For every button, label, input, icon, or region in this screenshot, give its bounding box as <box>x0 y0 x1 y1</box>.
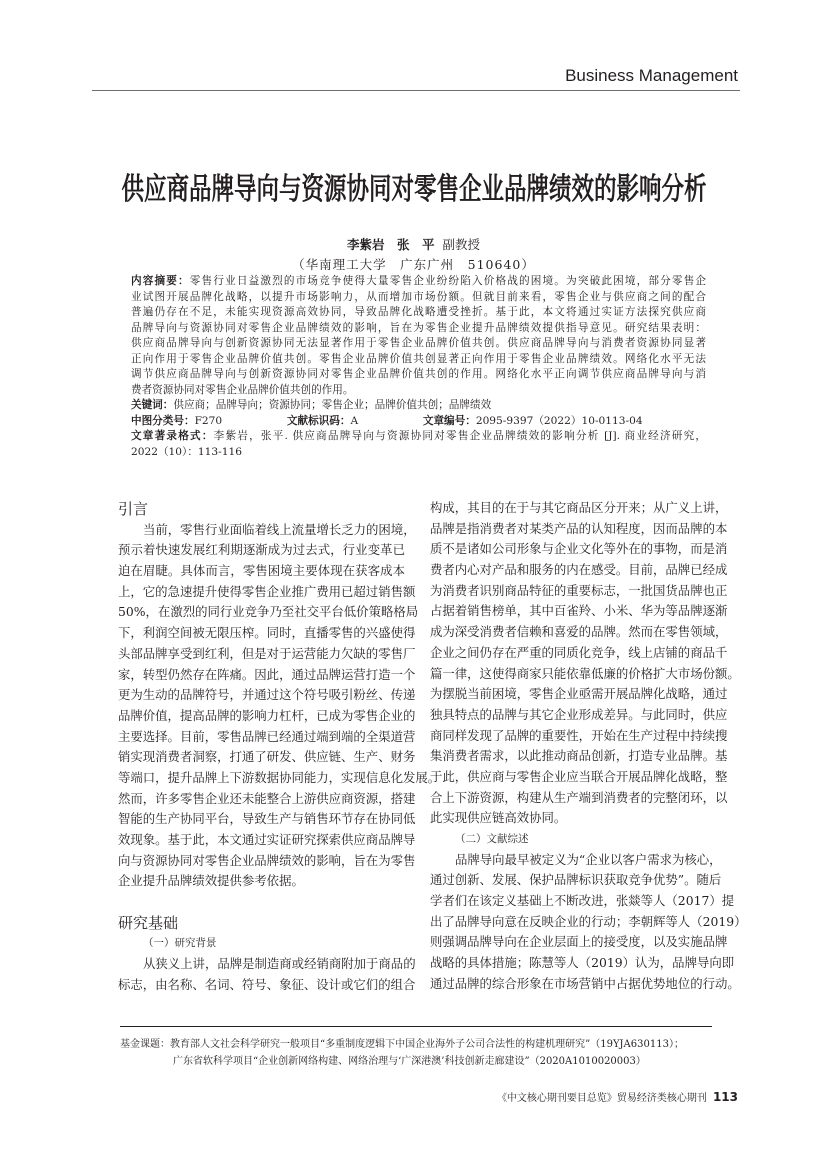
paragraph-line: 于此，供应商与零售企业应当联合开展品牌化战略，整 <box>430 768 728 784</box>
paragraph-line: 构成，其目的在于与其它商品区分开来；从广义上讲， <box>430 500 728 515</box>
abstract-label: 内容摘要： <box>131 275 190 287</box>
section-gap <box>118 892 405 913</box>
abstract-line <box>131 274 706 290</box>
subsection-heading: （一）研究背景 <box>143 937 217 950</box>
section-heading: 引言 <box>118 500 149 518</box>
paragraph-line: 企业之间仍存在严重的同质化竞争，线上店铺的商品千 <box>430 644 728 660</box>
paragraph-line: 则强调品牌导向在企业层面上的接受度，以及实施品牌 <box>430 934 728 950</box>
citation-text: 李紫岩，张平. 供应商品牌导向与资源协同对零售企业品牌绩效的影响分析 [J]. 商业经济研究， <box>213 430 706 442</box>
doc-code-value: A <box>350 414 359 427</box>
abstract-line <box>131 383 706 399</box>
paragraph-line: 品牌导向最早被定义为“企业以客户需求为核心， <box>455 851 722 867</box>
funding-line-2: 广东省软科学项目“企业创新网络构建、网络治理与‘广深港澳’科技创新走廊建设”（2020A1010020003） <box>173 1056 646 1067</box>
abstract-text: 零售行业日益激烈的市场竞争使得大量零售企业纷纷陷入价格战的困境。为突破此困境，部分零售企 <box>189 275 707 287</box>
paragraph-line: 预示着快速发展红利期逐渐成为过去式，行业变革已 <box>118 542 405 558</box>
paragraph-line: 品牌是指消费者对某类产品的认知程度，因而品牌的本 <box>430 520 728 536</box>
abstract-line <box>131 336 706 352</box>
paragraph-line: 通过创新、发展、保护品牌标识获取竞争优势”。随后 <box>430 872 722 888</box>
citation-line-2: 2022（10）：113-116 <box>131 445 242 458</box>
paragraph-line: 为消费者识别商品特征的重要标志，一批国货品牌也正 <box>430 582 728 598</box>
paragraph-line: 当前，零售行业面临着线上流量增长乏力的困境， <box>143 521 416 537</box>
keywords-text: 供应商；品牌导向；资源协同；零售企业；品牌价值共创；品牌绩效 <box>173 399 492 411</box>
abstract-text: 普遍仍存在不足，未能实现资源高效协同，导致品牌化战略遭受挫折。基于此，本文将通过实证方法探究供应商 <box>131 306 706 318</box>
clc-label: 中图分类号： <box>131 414 195 427</box>
abstract-line <box>131 290 706 306</box>
paragraph-line: 通过品牌的综合形象在市场营销中占据优势地位的行动。 <box>430 975 740 991</box>
paragraph-line: 从狭义上讲，品牌是制造商或经销商附加于商品的 <box>143 956 416 972</box>
paragraph-line: 战略的具体措施；陈慧等人（2019）认为，品牌导向即 <box>430 955 735 971</box>
funding-line-1: 基金课题：教育部人文社会科学研究一般项目“多重制度逻辑下中国企业海外子公司合法性的构建机理研究”（19YJA630113）； <box>120 1039 684 1050</box>
paragraph-line: 家，转型仍然存在阵痛。因此，通过品牌运营打造一个 <box>118 666 416 682</box>
doc-code-label: 文献标识码： <box>286 414 351 427</box>
article-no-value: 2095-9397（2022）10-0113-04 <box>475 414 643 427</box>
paragraph-line: 商同样发现了品牌的重要性，开始在生产过程中持续搜 <box>430 727 728 743</box>
abstract-text: 调节供应商品牌导向与创新资源协同对零售企业品牌价值共创的作用。网络化水平正向调节供应商品牌导向与消 <box>131 368 706 380</box>
abstract-text: 供应商品牌导向与创新资源协同无法显著作用于零售企业品牌价值共创。供应商品牌导向与消费者资源协同显著 <box>131 337 706 349</box>
citation-label: 文章著录格式： <box>131 430 214 442</box>
paragraph-line: 智能的生产协同平台，导致生产与销售环节存在协同低 <box>118 811 416 827</box>
paragraph-line: 头部品牌享受到红利，但是对于运营能力欠缺的零售厂 <box>118 645 416 661</box>
abstract-block <box>131 274 706 460</box>
abstract-line <box>131 305 706 321</box>
page-footer <box>497 1089 738 1104</box>
paragraph-line: 然而，许多零售企业还未能整合上游供应商资源，搭建 <box>118 790 416 806</box>
author-title: 副教授 <box>442 237 480 252</box>
paragraph-line: 效现象。基于此，本文通过实证研究探索供应商品牌导 <box>118 832 416 847</box>
paragraph-line: 更为生动的品牌符号，并通过这个符号吸引粉丝、传递 <box>118 687 416 703</box>
page-number: 113 <box>712 1090 738 1104</box>
paper-title: 供应商品牌导向与资源协同对零售企业品牌绩效的影响分析 <box>121 172 706 207</box>
running-header-section: Business Management <box>565 66 738 85</box>
section-heading: 研究基础 <box>118 913 179 932</box>
paragraph-line: 向与资源协同对零售企业品牌绩效的影响，旨在为零售 <box>118 852 416 868</box>
classification-line <box>131 414 706 430</box>
paragraph-line: 出了品牌导向意在反映企业的行动；李朝辉等人（2019） <box>430 913 747 929</box>
body-right-column <box>430 498 747 995</box>
keywords <box>131 398 706 414</box>
paragraph-line: 此实现供应链高效协同。 <box>430 810 567 826</box>
subsection-heading: （二）文献综述 <box>455 833 529 845</box>
abstract-lines <box>131 274 706 398</box>
paragraph-line: 占据着销售榜单，其中百雀羚、小米、华为等品牌逐渐 <box>430 603 728 619</box>
paragraph-line: 销实现消费者洞察，打通了研发、供应链、生产、财务 <box>118 749 416 765</box>
paragraph-line: 独具特点的品牌与其它企业形成差异。与此同时，供应 <box>430 706 728 722</box>
journal-note: 《中文核心期刊要目总览》贸易经济类核心期刊 <box>496 1093 707 1104</box>
paragraph-line: 标志，由名称、名词、符号、象征、设计或它们的组合 <box>118 976 416 992</box>
paragraph-line: 下，利润空间被无限压榨。同时，直播零售的兴盛使得 <box>118 625 416 641</box>
paragraph-line: 费者内心对产品和服务的内在感受。目前，品牌已经成 <box>430 562 728 578</box>
authors <box>0 235 827 253</box>
paragraph-line: 集消费者需求，以此推动商品创新，打造专业品牌。基 <box>430 748 728 764</box>
abstract-text: 品牌导向与资源协同对零售企业品牌绩效的影响，旨在为零售企业提升品牌绩效提供指导意见。研究结果表明： <box>131 321 706 334</box>
paragraph-line: 等端口，提升品牌上下游数据协同能力，实现信息化发展。 <box>118 769 441 785</box>
keywords-label: 关键词： <box>131 399 174 411</box>
paragraph-line: 为摆脱当前困境，零售企业亟需开展品牌化战略，通过 <box>430 686 728 702</box>
paragraph-line: 主要选择。目前，零售品牌已经通过端到端的全渠道营 <box>118 728 416 744</box>
abstract-line <box>131 321 706 337</box>
paragraph-line: 品牌价值，提高品牌的影响力杠杆，已成为零售企业的 <box>118 707 416 723</box>
paragraph-line: 50%，在激烈的同行业竞争乃至社交平台低价策略格局 <box>118 604 419 620</box>
abstract-text: 业试图开展品牌化战略，以提升市场影响力，从而增加市场份额。但就目前来看，零售企业与供应商之间的配合 <box>131 290 706 303</box>
paragraph-line: 成为深受消费者信赖和喜爱的品牌。然而在零售领域， <box>430 624 728 640</box>
funding-note <box>120 1036 684 1070</box>
paragraph-line: 合上下游资源，构建从生产端到消费者的完整闭环，以 <box>430 789 728 805</box>
affiliation: （华南理工大学 广东广州 510640） <box>292 257 535 272</box>
citation-line <box>131 429 706 445</box>
paragraph-line: 质不是诸如公司形象与企业文化等外在的事物，而是消 <box>430 541 728 557</box>
body-left-column <box>118 499 441 996</box>
paragraph-line: 上，它的急速提升使得零售企业推广费用已超过销售额 <box>118 583 416 599</box>
abstract-text: 正向作用于零售企业品牌价值共创。零售企业品牌价值共创显著正向作用于零售企业品牌绩效。网络化水平无法 <box>131 352 706 365</box>
clc-value: F270 <box>194 414 223 427</box>
author-names: 李紫岩 张 平 <box>347 237 435 252</box>
article-no-label: 文章编号： <box>422 414 476 427</box>
paragraph-line: 企业提升品牌绩效提供参考依据。 <box>118 873 304 889</box>
abstract-line <box>131 352 706 368</box>
abstract-text: 费者资源协同对零售企业品牌价值共创的作用。 <box>131 383 354 396</box>
header-divider <box>92 90 740 91</box>
footnote-divider <box>120 1026 712 1027</box>
paragraph-line: 篇一律，这使得商家只能依靠低廉的价格扩大市场份额。 <box>430 665 740 681</box>
paper-title-wrap <box>0 164 827 208</box>
abstract-line <box>131 367 706 383</box>
paragraph-line: 迫在眉睫。具体而言，零售困境主要体现在获客成本 <box>118 563 405 579</box>
paragraph-line: 学者们在该定义基础上不断改进，张燚等人（2017）提 <box>430 893 735 909</box>
